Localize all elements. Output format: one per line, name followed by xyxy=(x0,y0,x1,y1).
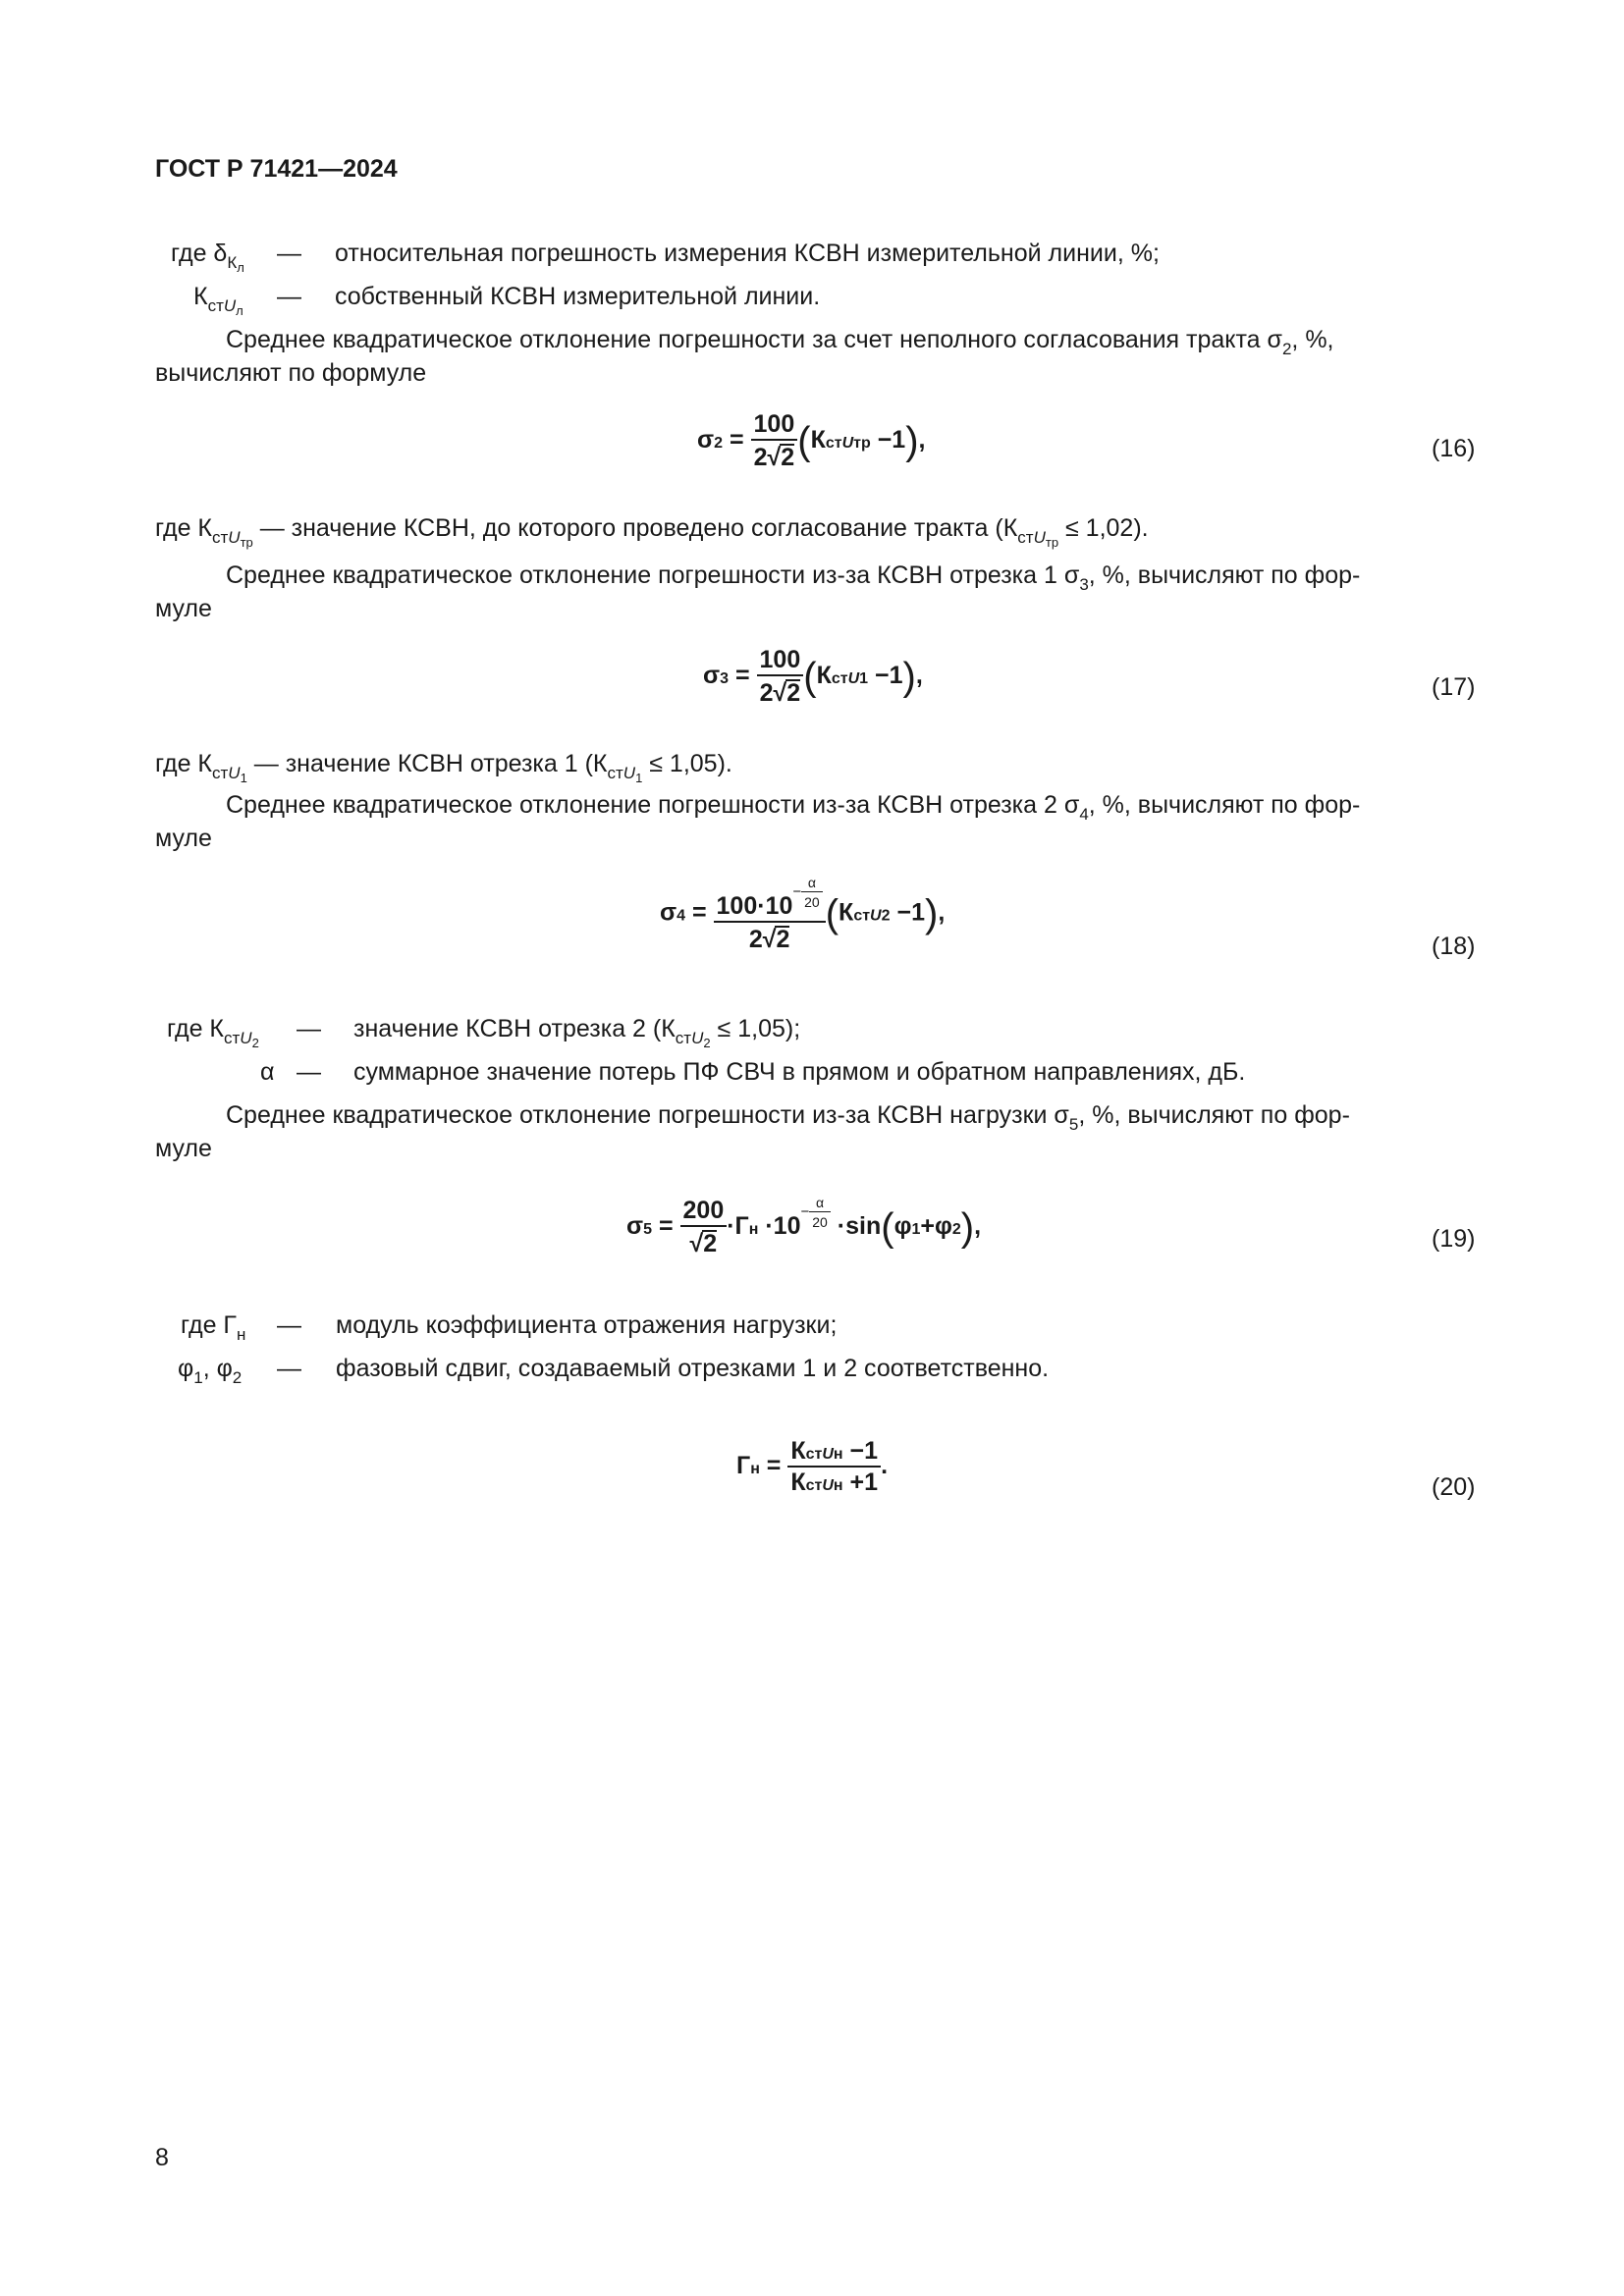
paragraph-sigma4: Среднее квадратическое отклонение погрешности из-за КСВН отрезка 2 $\sigma_4$, %, вычисляют по фор- xyxy=(226,791,1361,824)
definition-dash: — xyxy=(277,240,301,267)
definition-dash: — xyxy=(297,1058,321,1086)
where-16: где $К_{стU_{тр}}$ — значение КСВН, до которого проведено согласование тракта $(К_{стU_{тр}} \le 1,02)$. xyxy=(155,514,1149,550)
where-17: где $К_{стU_1}$ — значение КСВН отрезка 1 $(К_{стU_1} \le 1,05)$. xyxy=(155,750,732,785)
definition-alpha-text: суммарное значение потерь ПФ СВЧ в прямом и обратном направлениях, дБ. xyxy=(353,1058,1246,1086)
definition-kstu-l-text: собственный КСВН измерительной линии. xyxy=(335,283,821,310)
definition-dash: — xyxy=(277,1311,301,1339)
equation-number-18: (18) xyxy=(1432,933,1476,960)
paragraph-sigma3: Среднее квадратическое отклонение погрешности из-за КСВН отрезка 1 $\sigma_3$, %, вычисляют по фор- xyxy=(226,561,1361,594)
equation-number-20: (20) xyxy=(1432,1473,1476,1501)
equation-number-17: (17) xyxy=(1432,673,1476,701)
definition-kstu2-symbol: где $К_{стU_2}$ xyxy=(167,1015,259,1050)
definition-phi-text: фазовый сдвиг, создаваемый отрезками 1 и 2 соответственно. xyxy=(336,1355,1050,1382)
paragraph-sigma3-cont: муле xyxy=(155,595,212,622)
definition-kstu2-text: значение КСВН отрезка 2 $(К_{стU_2} \le 1,05)$; xyxy=(353,1015,801,1050)
definition-dash: — xyxy=(277,283,301,310)
definition-delta-text: относительная погрешность измерения КСВН измерительной линии, %; xyxy=(335,240,1160,267)
paragraph-sigma5: Среднее квадратическое отклонение погрешности из-за КСВН нагрузки $\sigma_5$, %, вычисляют по фор- xyxy=(226,1101,1350,1134)
formula-17: σ3 = $\frac{100}{2√2}$ (КстU1 −1), xyxy=(703,646,923,707)
definition-gamma-text: модуль коэффициента отражения нагрузки; xyxy=(336,1311,838,1339)
definition-alpha-symbol: α xyxy=(260,1058,275,1086)
definition-delta-symbol: где $\delta_{К_л}$ xyxy=(171,240,244,275)
equation-number-19: (19) xyxy=(1432,1225,1476,1253)
paragraph-sigma4-cont: муле xyxy=(155,825,212,852)
definition-phi-symbol: $\varphi_1$, $\varphi_2$ xyxy=(178,1355,243,1387)
formula-16: σ2 = $\frac{100}{2√2}$ (КстUтр −1), xyxy=(697,410,926,471)
paragraph-sigma2-cont: вычисляют по формуле xyxy=(155,359,427,387)
paragraph-sigma5-cont: муле xyxy=(155,1135,212,1162)
formula-18: σ4 = 100·10− $\frac{\alpha}{20}$ 2√2 (КстU2 −1), xyxy=(660,875,946,953)
paragraph-sigma2: Среднее квадратическое отклонение погрешности за счет неполного согласования тракта $\sigma_2$, %, xyxy=(226,326,1334,358)
formula-20: Гн = $\frac{\text{КстUн −1}}{\text{КстUн +1}}$ . xyxy=(736,1437,889,1496)
definition-gamma-symbol: где $Г_н$ xyxy=(181,1311,246,1344)
definition-dash: — xyxy=(277,1355,301,1382)
formula-19: σ5 = $\frac{200}{√2}$ ·Гн ·10− $\frac{\alpha}{20}$ ·sin(φ1+φ2), xyxy=(626,1195,982,1257)
document-header: ГОСТ Р 71421—2024 xyxy=(155,155,398,183)
page-number: 8 xyxy=(155,2144,169,2171)
equation-number-16: (16) xyxy=(1432,435,1476,462)
definition-kstu-l-symbol: $К_{стU_л}$ xyxy=(193,283,244,318)
definition-dash: — xyxy=(297,1015,321,1042)
